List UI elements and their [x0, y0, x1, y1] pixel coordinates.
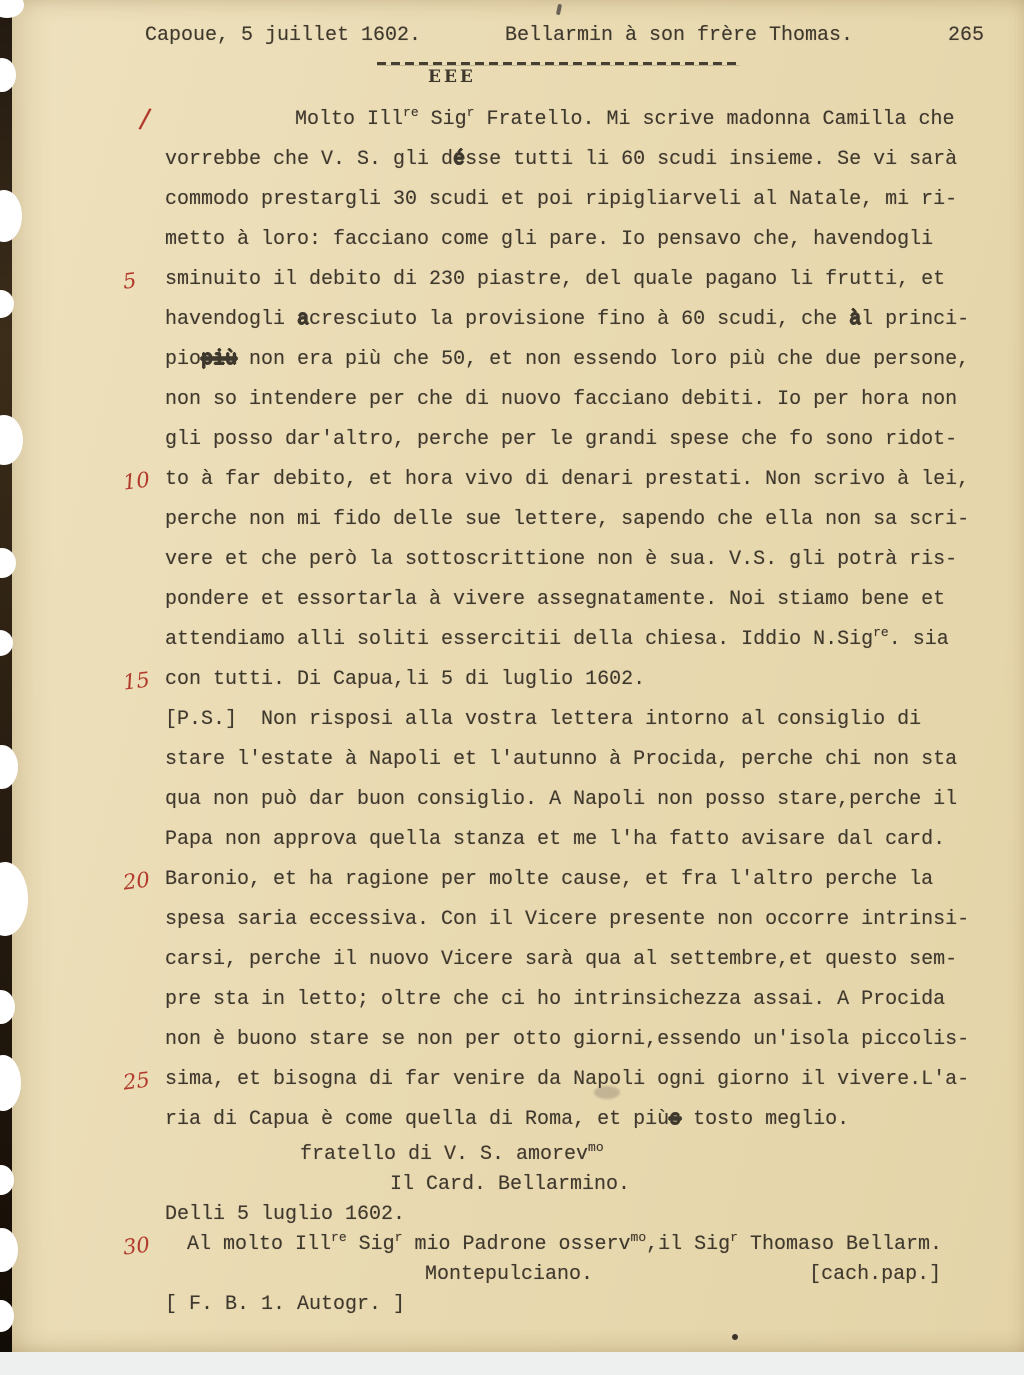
letter-line [165, 980, 1015, 1020]
text-segment: Sig [346, 1233, 395, 1256]
text-segment: a [297, 308, 310, 331]
letter-line [165, 620, 1015, 660]
text-segment: non è buono stare se non per otto giorni,essendo un'isola piccolis- [165, 1028, 970, 1051]
margin-line-number: 10 [121, 467, 152, 495]
letter-line [165, 1170, 1015, 1200]
text-segment: Fratello. Mi scrive madonna Camilla che [474, 108, 955, 131]
text-segment: commodo prestargli 30 scudi et poi ripigliarveli al Natale, mi ri- [165, 188, 958, 211]
superscript-abbreviation: re [403, 105, 419, 120]
letter-line [165, 780, 1015, 820]
superscript-abbreviation: r [394, 1230, 403, 1245]
letter-line [137, 100, 1015, 140]
text-segment: s [669, 1108, 682, 1131]
letter-body [121, 100, 1015, 1320]
text-segment: Baronio, et ha ragione per molte cause, et fra l'altro perche la [165, 868, 934, 891]
letter-line [165, 420, 1015, 460]
letter-line [165, 540, 1015, 580]
text-segment: ,il Sig [646, 1233, 731, 1256]
text-segment: Montepulciano. [425, 1263, 594, 1286]
text-segment: attendiamo alli soliti essercitii della chiesa. Iddio N.Sig [165, 628, 874, 651]
text-segment: cresciuto la provisione fino à 60 scudi, che [309, 308, 850, 331]
header-dateline: Capoue, 5 juillet 1602. [145, 24, 422, 47]
text-segment: pio [165, 348, 202, 371]
text-segment: é [453, 148, 466, 171]
text-segment: sminuito il debito di 230 piastre, del quale pagano li frutti, et [165, 268, 946, 291]
text-segment: pre sta in letto; oltre che ci ho intrinsichezza assai. A Procida [165, 988, 946, 1011]
text-segment: pondere et essortarla à vivere assegnatamente. Noi stiamo bene et [165, 588, 946, 611]
text-segment: sse tutti li 60 scudi insieme. Se vi sarà [465, 148, 958, 171]
text-segment: [ F. B. 1. Autogr. ] [165, 1293, 406, 1316]
ink-speck [556, 4, 562, 16]
margin-line-number: 20 [121, 867, 152, 895]
text-segment: sima, et bisogna di far venire da Napoli ogni giorno il vivere.L'a- [165, 1068, 970, 1091]
letter-line [165, 1290, 1015, 1320]
text-segment: stare l'estate à Napoli et l'autunno à Procida, perche chi non sta [165, 748, 958, 771]
text-segment: qua non può dar buon consiglio. A Napoli non posso stare,perche il [165, 788, 958, 811]
text-segment: Papa non approva quella stanza et me l'ha fatto avisare dal card. [165, 828, 946, 851]
margin-line-number: / [137, 102, 153, 136]
letter-line [165, 140, 1015, 180]
text-segment: gli posso dar'altro, perche per le grandi spese che fo sono ridot- [165, 428, 958, 451]
letter-line [165, 1260, 1015, 1290]
text-segment: carsi, perche il nuovo Vicere sarà qua al settembre,et questo sem- [165, 948, 958, 971]
text-segment: spesa saria eccessiva. Con il Vicere presente non occorre intrinsi- [165, 908, 970, 931]
text-segment: l princi- [861, 308, 970, 331]
letter-line [121, 460, 1015, 500]
letter-line [165, 1020, 1015, 1060]
text-segment: Sig [418, 108, 467, 131]
text-segment [593, 1263, 809, 1286]
margin-line-number: 5 [121, 268, 138, 294]
letter-line [165, 1140, 1015, 1170]
letter-line [165, 900, 1015, 940]
text-segment: havendogli [165, 308, 298, 331]
margin-line-number: 15 [121, 667, 152, 695]
text-segment: con tutti. Di Capua,li 5 di luglio 1602. [165, 668, 646, 691]
pencil-smudge [594, 1086, 620, 1099]
letter-line [165, 300, 1015, 340]
scanner-background [0, 1352, 1024, 1375]
text-segment: perche non mi fido delle sue lettere, sapendo che ella non sa scri- [165, 508, 970, 531]
divider-dashed-rule [377, 62, 739, 65]
page-number: 265 [948, 24, 985, 47]
superscript-abbreviation: mo [630, 1230, 647, 1245]
text-segment: . sia [888, 628, 949, 651]
text-segment: metto à loro: facciano come gli pare. Io pensavo che, havendogli [165, 228, 934, 251]
letter-line [165, 340, 1015, 380]
text-segment: ria di Capua è come quella di Roma, et più [165, 1108, 670, 1131]
header-title: Bellarmin à son frère Thomas. [505, 24, 854, 47]
letter-line [121, 1060, 1015, 1100]
letter-line [165, 700, 1015, 740]
text-segment: Il Card. Bellarmino. [390, 1173, 631, 1196]
letter-line [165, 1200, 1015, 1230]
superscript-abbreviation: re [873, 625, 889, 640]
superscript-abbreviation: r [730, 1230, 738, 1245]
text-segment: Molto Ill [295, 108, 404, 131]
letter-line [121, 860, 1015, 900]
text-segment: Delli 5 luglio 1602. [165, 1203, 406, 1226]
text-segment: vorrebbe che V. S. gli d [165, 148, 454, 171]
letter-line [165, 180, 1015, 220]
superscript-abbreviation: r [466, 105, 475, 120]
text-segment: più [201, 348, 238, 371]
text-segment: vere et che però la sottoscrittione non è sua. V.S. gli potrà ris- [165, 548, 958, 571]
letter-line [121, 660, 1015, 700]
letter-line [121, 260, 1015, 300]
text-segment: to à far debito, et hora vivo di denari prestati. Non scrivo à lei, [165, 468, 970, 491]
superscript-abbreviation: re [331, 1230, 347, 1245]
text-segment: à [849, 308, 862, 331]
text-segment: Al molto Ill [187, 1233, 332, 1256]
letter-line [165, 220, 1015, 260]
text-segment: mio Padrone osserv [402, 1233, 631, 1256]
margin-line-number: 25 [121, 1067, 152, 1095]
letter-line [165, 820, 1015, 860]
letter-line [165, 500, 1015, 540]
superscript-abbreviation: mo [588, 1140, 604, 1155]
letter-line [165, 940, 1015, 980]
text-segment: fratello di V. S. amorev [300, 1143, 589, 1166]
letter-line [121, 1230, 1015, 1260]
text-segment: [cach.pap.] [809, 1263, 942, 1286]
letter-line [165, 380, 1015, 420]
letter-line [165, 1100, 1015, 1140]
text-segment: [P.S.] Non risposi alla vostra lettera intorno al consiglio di [165, 708, 922, 731]
text-segment: Thomaso Bellarm. [737, 1233, 942, 1256]
text-segment: non era più che 50, et non essendo loro più che due persone, [237, 348, 970, 371]
ink-dot [732, 1334, 738, 1340]
letter-line [165, 740, 1015, 780]
divider-overstrike: EEE [428, 67, 476, 87]
text-segment: tosto meglio. [681, 1108, 850, 1131]
letter-line [165, 580, 1015, 620]
text-segment: non so intendere per che di nuovo facciano debiti. Io per hora non [165, 388, 958, 411]
margin-line-number: 30 [121, 1232, 152, 1260]
